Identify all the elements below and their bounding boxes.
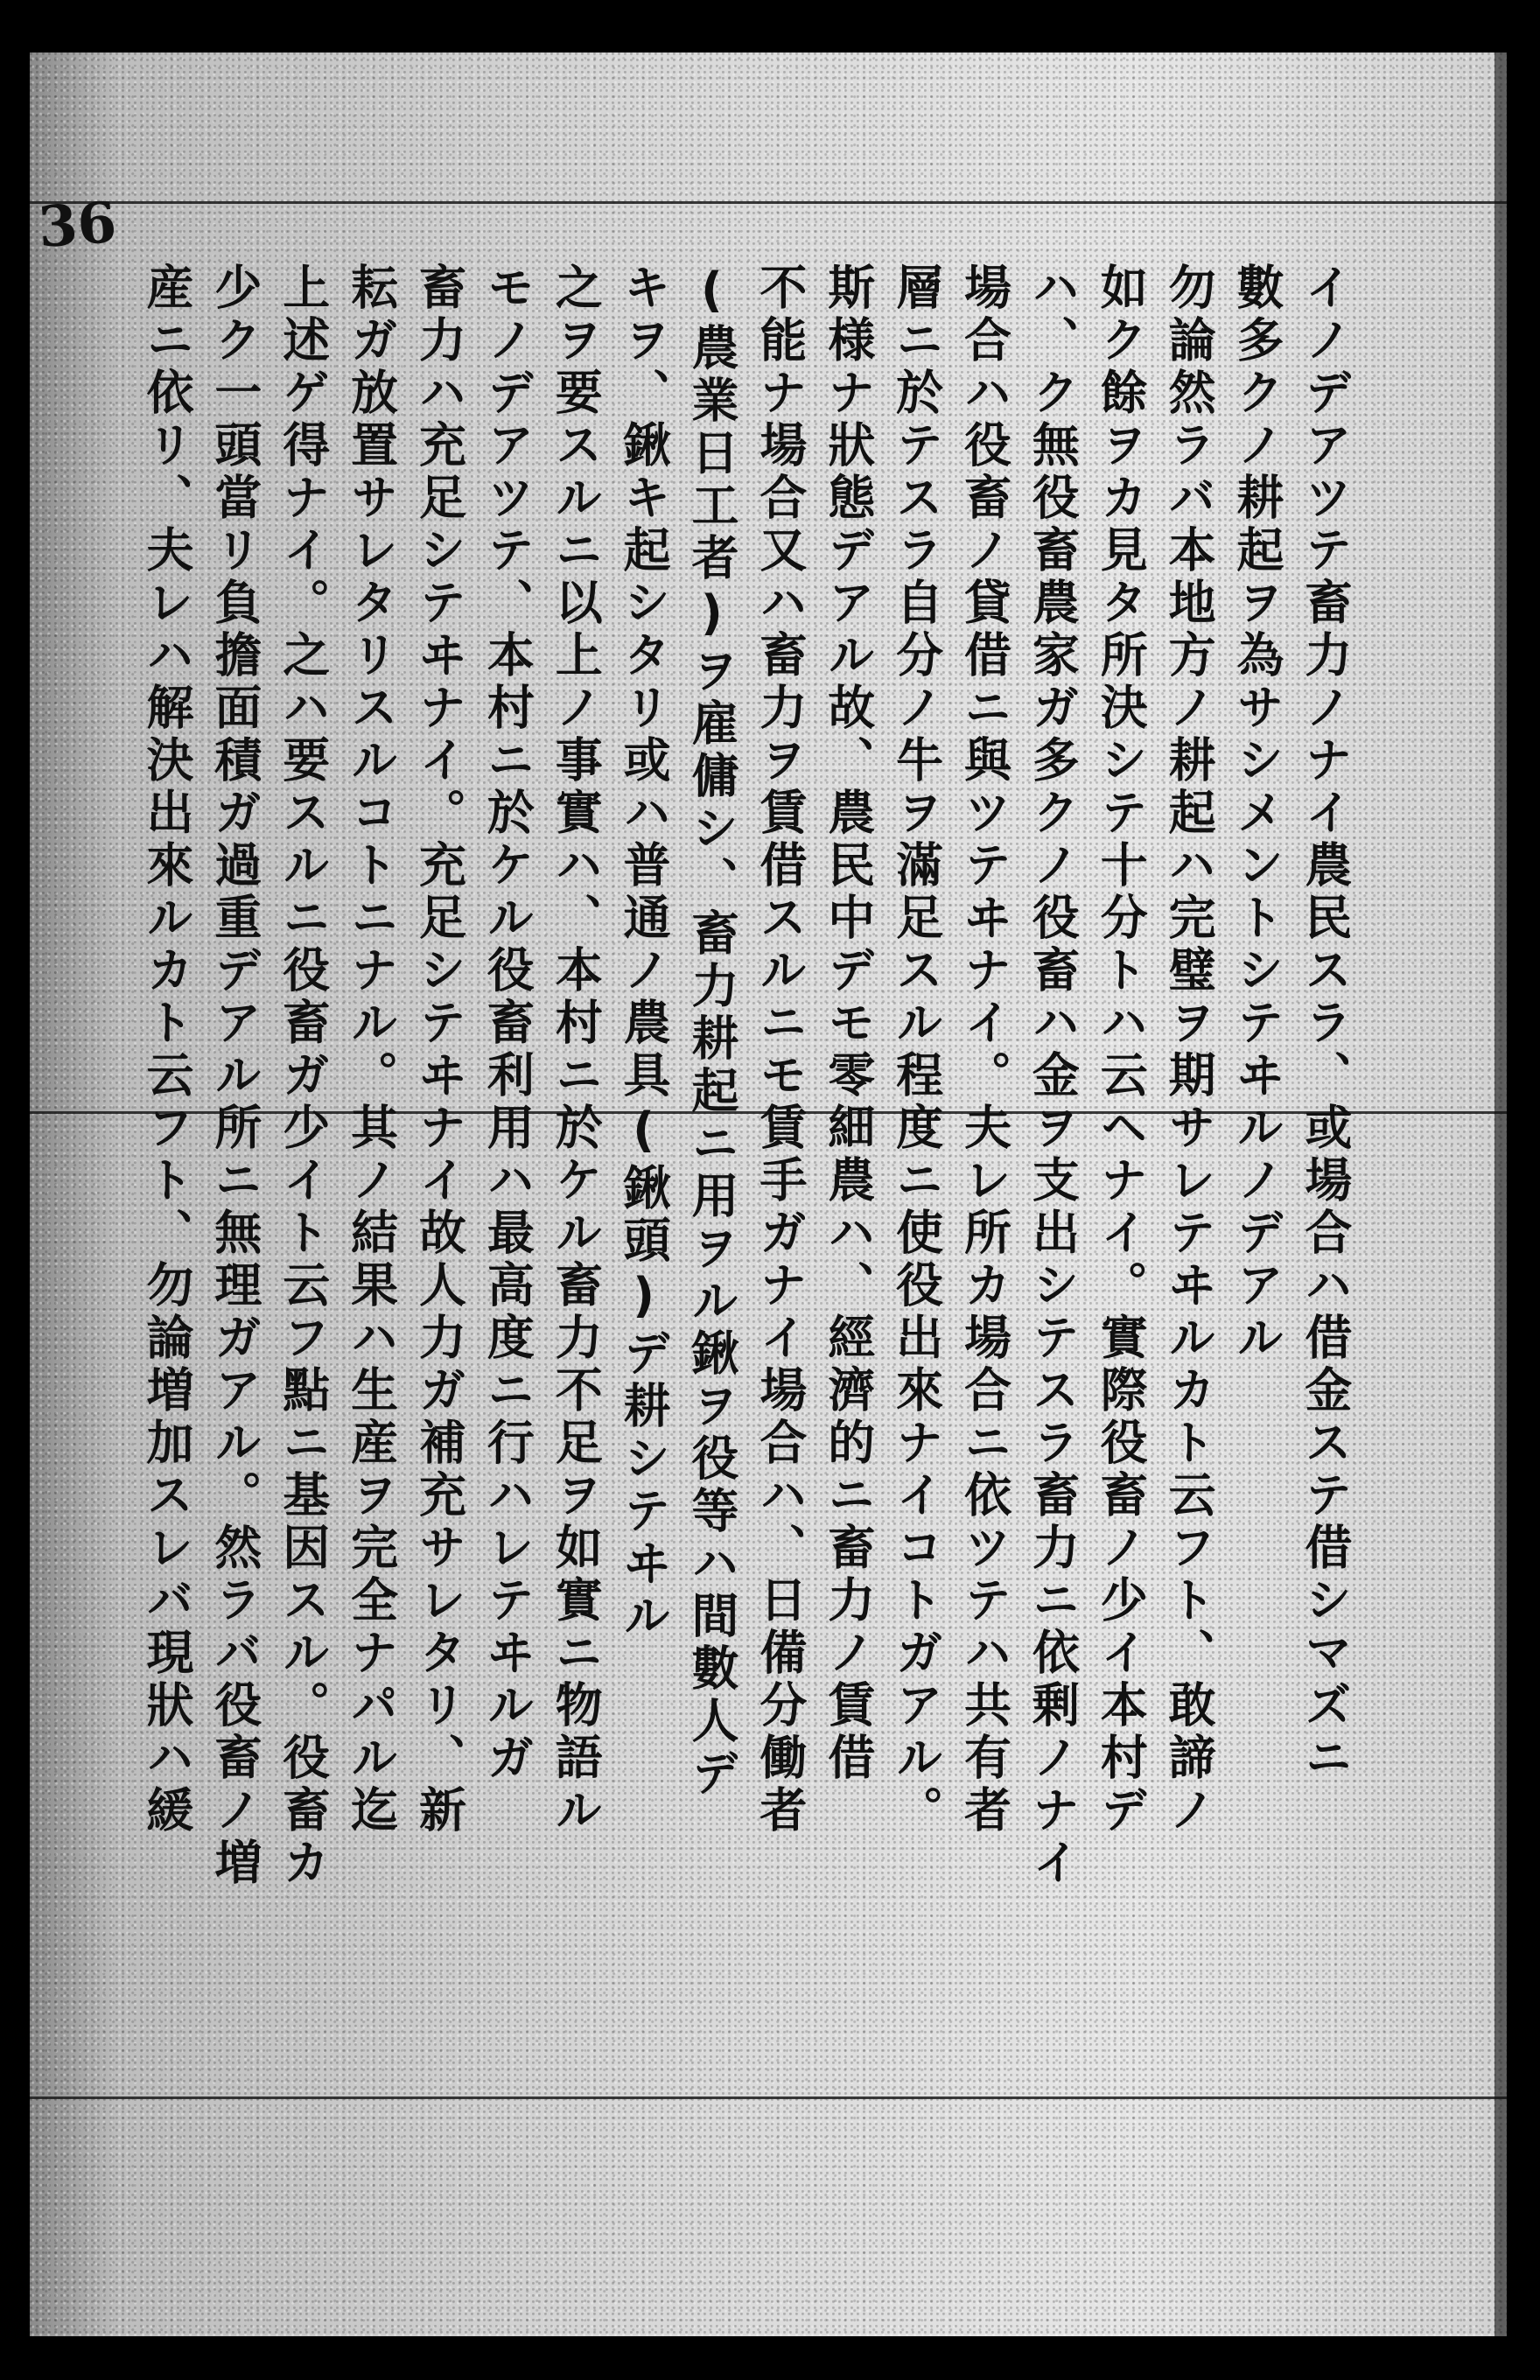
horizontal-rule-top	[30, 201, 1507, 204]
text-column: 上述ゲ得ナイ。之ハ要スルニ役畜ガ少イト云フ點ニ基因スル。役畜カ	[275, 262, 331, 1890]
text-column: ハ、ク無役畜農家ガ多クノ役畜ハ金ヲ支出シテスラ畜力ニ依剰ノナイ	[1025, 262, 1081, 1890]
text-column: 之ヲ要スルニ以上ノ事實ハ、本村ニ於ケル畜力不足ヲ如實ニ物語ル	[548, 262, 604, 1838]
text-column: 場合ハ役畜ノ貸借ニ與ツテヰナイ。夫レ所カ場合ニ依ツテハ共有者	[956, 262, 1012, 1838]
page-number: 36	[36, 189, 119, 262]
text-column: 産ニ依リ、夫レハ解決出來ルカト云フト、勿論増加スレバ現狀ハ緩	[139, 262, 194, 1838]
text-column: モノデアツテ、本村ニ於ケル役畜利用ハ最高度ニ行ハレテヰルガ	[480, 262, 536, 1785]
text-column: 數多クノ耕起ヲ為サシメントシテヰルノデアル	[1229, 262, 1284, 1365]
text-column: 少ク一頭當リ負擔面積ガ過重デアル所ニ無理ガアル。然ラバ役畜ノ増	[206, 262, 262, 1890]
text-column: キヲ、鍬キ起シタリ或ハ普通ノ農具(鍬頭)デ耕シテヰル	[616, 262, 672, 1643]
binding-edge	[1494, 52, 1507, 2336]
text-column: 畜力ハ充足シテヰナイ。充足シテヰナイ故人力ガ補充サレタリ、新	[411, 262, 467, 1838]
text-column: イノデアツテ畜力ノナイ農民スラ、或場合ハ借金ステ借シマズニ	[1297, 262, 1353, 1785]
text-column: 層ニ於テスラ自分ノ牛ヲ滿足スル程度ニ使役出來ナイコトガアル。	[888, 262, 944, 1838]
text-column: 斯様ナ狀態デアル故、農民中デモ零細農ハ、經濟的ニ畜力ノ賃借	[820, 262, 876, 1785]
text-column: 勿論然ラバ本地方ノ耕起ハ完璧ヲ期サレテヰルカト云フト、敢諦ノ	[1161, 262, 1217, 1838]
text-column: (農業日工者)ヲ雇傭シ、畜力耕起ニ用ヲル鍬ヲ役等ハ間數人デ	[684, 262, 739, 1801]
text-column: 不能ナ場合又ハ畜力ヲ賃借スルニモ賃手ガナイ場合ハ、日備分働者	[752, 262, 808, 1838]
vertical-text-body	[133, 262, 1358, 2240]
text-column: 如ク餘ヲカ見タ所決シテ十分トハ云ヘナイ。實際役畜ノ少イ本村デ	[1093, 262, 1149, 1838]
text-column: 耘ガ放置サレタリスルコトニナル。其ノ結果ハ生産ヲ完全ナパル迄	[343, 262, 399, 1838]
